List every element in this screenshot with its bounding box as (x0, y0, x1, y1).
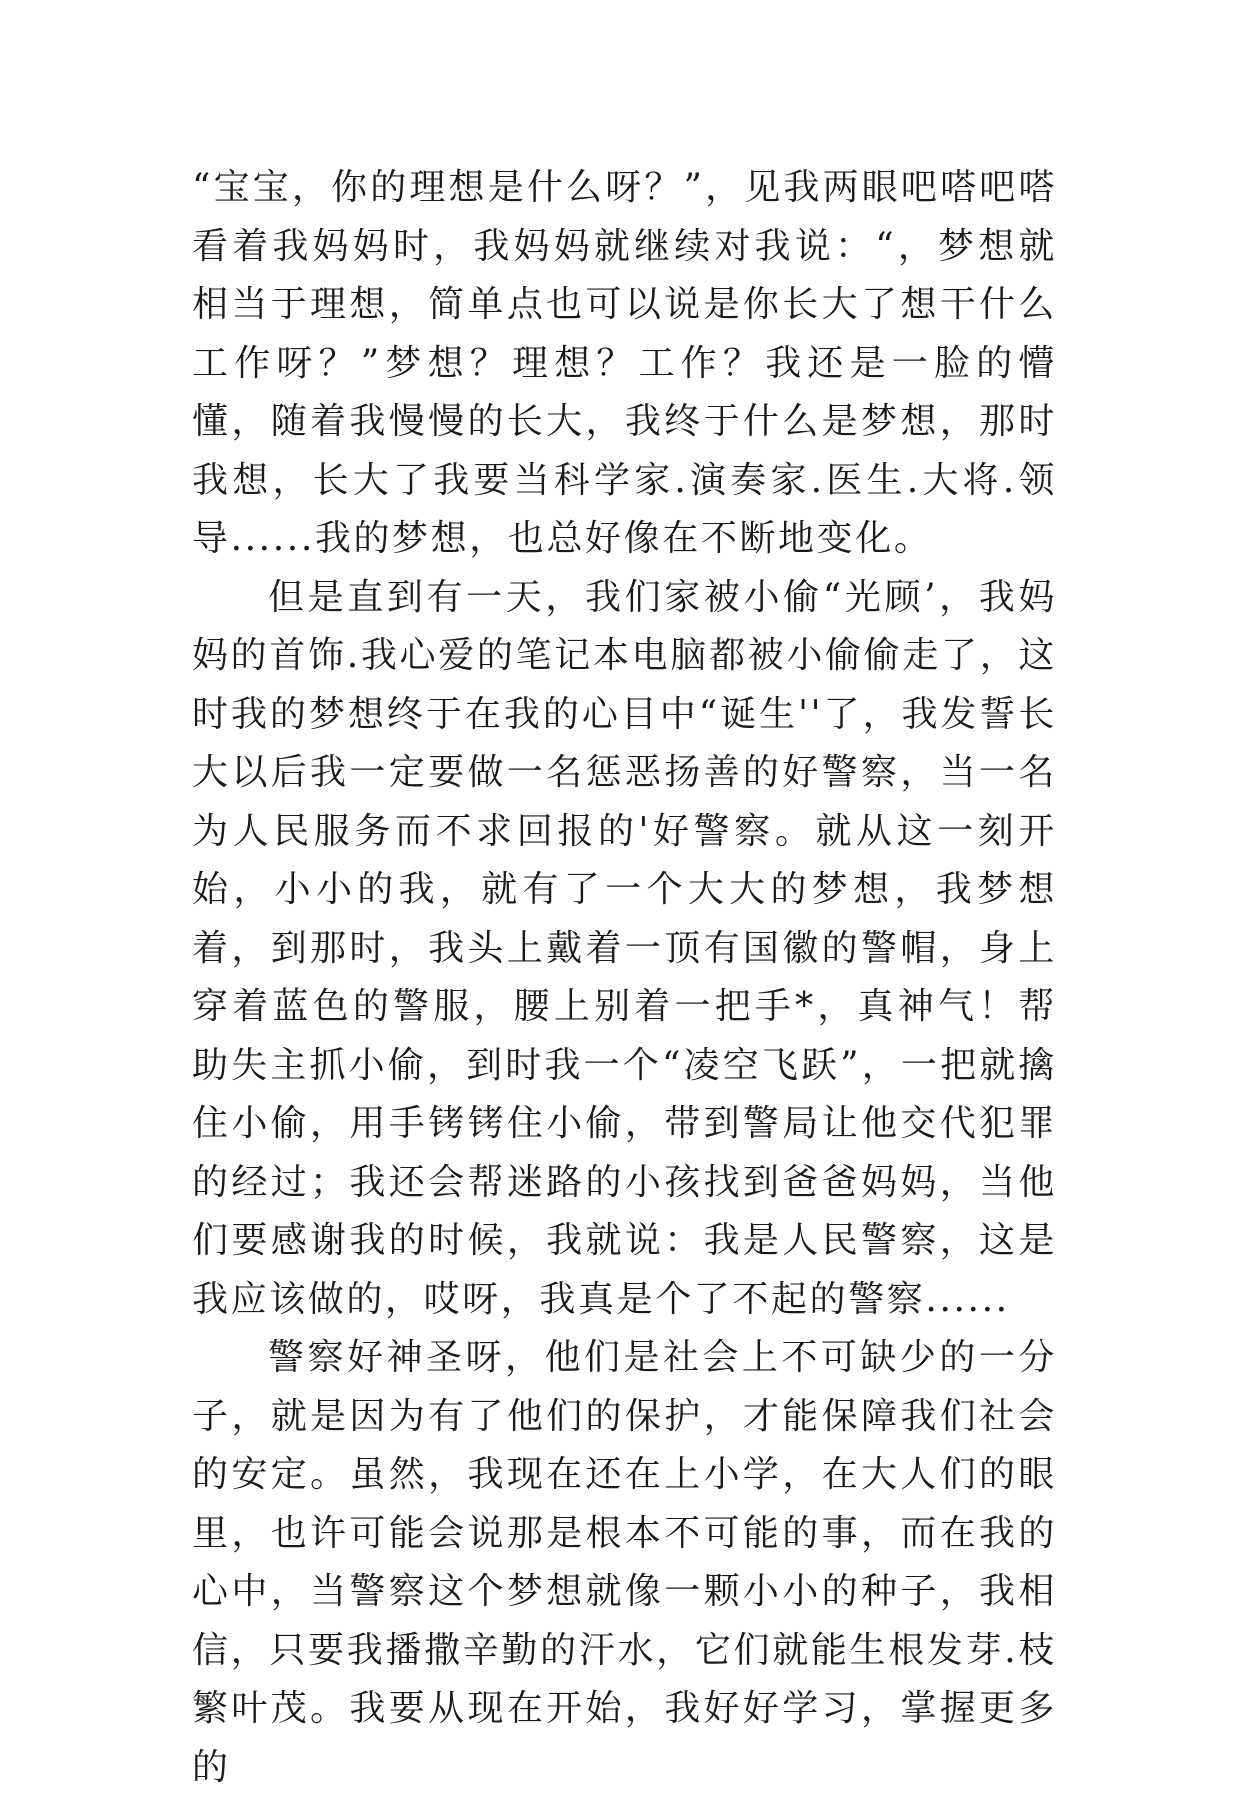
paragraph-3: 警察好神圣呀，他们是社会上不可缺少的一分子，就是因为有了他们的保护，才能保障我们社会的安定。虽然，我现在还在上小学，在大人们的眼里，也许可能会说那是根本不可能的事，而在我的心中，当警察这个梦想就像一颗小小的种子，我相信，只要我播撒辛勤的汗水，它们就能生根发芽.枝繁叶茂。我要从现在开始，我好好学习，掌握更多的 (192, 1337, 1057, 1788)
paragraph-2: 但是直到有一天，我们家被小偷“光顾’，我妈妈的首饰.我心爱的笔记本电脑都被小偷偷走了，这时我的梦想终于在我的心目中“诞生''了，我发誓长大以后我一定要做一名惩恶扬善的好警察，当一名为人民服务而不求回报的'好警察。就从这一刻开始，小小的我，就有了一个大大的梦想，我梦想着，到那时，我头上戴着一顶有国徽的警帽，身上穿着蓝色的警服，腰上别着一把手*，真神气！帮助失主抓小偷，到时我一个“凌空飞跃”，一把就擒住小偷，用手铐铐住小偷，带到警局让他交代犯罪的经过；我还会帮迷路的小孩找到爸爸妈妈，当他们要感谢我的时候，我就说：我是人民警察，这是我应该做的，哎呀，我真是个了不起的警察...... (192, 576, 1057, 1320)
paragraph-1: “宝宝，你的理想是什么呀？”，见我两眼吧嗒吧嗒看着我妈妈时，我妈妈就继续对我说：“，梦想就相当于理想，简单点也可以说是你长大了想干什么工作呀？”梦想？理想？工作？我还是一脸的懵懂，随着我慢慢的长大，我终于什么是梦想，那时我想，长大了我要当科学家.演奏家.医生.大将.领导......我的梦想，也总好像在不断地变化。 (192, 167, 1057, 559)
document-page (192, 159, 1057, 1797)
